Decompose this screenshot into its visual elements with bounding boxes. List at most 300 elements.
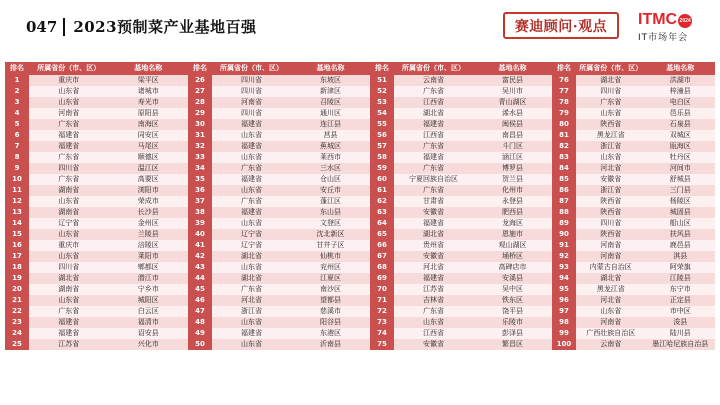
- base-cell: 涵江区: [502, 153, 523, 161]
- province-cell: 河南省: [241, 98, 262, 106]
- table-row: [5, 185, 188, 196]
- province-cell: 河北省: [241, 296, 262, 304]
- base-cell: 白云区: [137, 307, 159, 315]
- base-cell: 东宁市: [669, 285, 691, 293]
- province-cell: 湖北省: [600, 274, 622, 282]
- rank-cell: 51: [370, 75, 394, 86]
- table-row: [188, 295, 370, 306]
- base-cell: 郫都区: [137, 263, 159, 271]
- province-cell: 湖北省: [241, 274, 262, 282]
- province-cell: 四川省: [600, 87, 622, 95]
- province-cell: 广西壮族自治区: [586, 329, 636, 337]
- rank-cell: 10: [5, 174, 29, 185]
- rank-cell: 11: [5, 185, 29, 196]
- province-cell: 陕西省: [600, 120, 622, 128]
- table-row: [552, 152, 715, 163]
- rank-cell: 25: [5, 339, 29, 350]
- province-cell: 四川省: [58, 263, 80, 271]
- table-row: [370, 75, 552, 86]
- base-cell: 慈溪市: [320, 307, 341, 315]
- province-cell: 广东省: [423, 307, 444, 315]
- table-row: [370, 174, 552, 185]
- province-cell: 江西省: [423, 98, 444, 106]
- table-row: [5, 130, 188, 141]
- table-row: [552, 328, 715, 339]
- rank-cell: 79: [552, 108, 576, 119]
- base-cell: 东港区: [320, 329, 341, 337]
- rank-cell: 28: [188, 97, 212, 108]
- rank-cell: 89: [552, 218, 576, 229]
- rank-cell: 14: [5, 218, 29, 229]
- rank-cell: 61: [370, 185, 394, 196]
- province-cell: 安徽省: [423, 208, 444, 216]
- table-row: [5, 328, 188, 339]
- base-cell: 望都县: [320, 296, 341, 304]
- base-cell: 兴化市: [137, 340, 159, 348]
- province-cell: 广东省: [58, 307, 80, 315]
- province-cell: 广东省: [241, 197, 262, 205]
- base-cell: 永登县: [502, 197, 523, 205]
- rank-cell: 78: [552, 97, 576, 108]
- base-cell: 电白区: [669, 98, 691, 106]
- table-row: [552, 240, 715, 251]
- rank-cell: 95: [552, 284, 576, 295]
- table-row: [188, 174, 370, 185]
- province-cell: 安徽省: [423, 252, 444, 260]
- base-cell: 江夏区: [320, 274, 341, 282]
- table-row: [552, 97, 715, 108]
- table-row: [188, 273, 370, 284]
- province-cell: 黑龙江省: [596, 285, 625, 293]
- rank-cell: 18: [5, 262, 29, 273]
- province-cell: 安徽省: [423, 340, 444, 348]
- base-cell: 阿荣旗: [669, 263, 691, 271]
- base-cell: 观山湖区: [498, 241, 527, 249]
- rank-cell: 1: [5, 75, 29, 86]
- base-cell: 恩施市: [502, 230, 523, 238]
- province-cell: 山东省: [58, 197, 80, 205]
- table-row: [552, 339, 715, 350]
- base-cell: 兰陵县: [137, 230, 159, 238]
- base-cell: 南海区: [137, 120, 159, 128]
- logo-subtitle: IT市场年会: [638, 33, 689, 43]
- rank-cell: 23: [5, 317, 29, 328]
- table-row: [552, 317, 715, 328]
- province-cell: 山东省: [241, 318, 262, 326]
- rank-cell: 67: [370, 251, 394, 262]
- province-cell: 贵州省: [423, 241, 444, 249]
- table-row: [370, 141, 552, 152]
- table-row: [370, 152, 552, 163]
- header-rank: 排名: [370, 62, 394, 75]
- rank-cell: 53: [370, 97, 394, 108]
- base-cell: 南昌县: [502, 131, 523, 139]
- base-cell: 陆川县: [669, 329, 691, 337]
- province-cell: 湖北省: [423, 109, 444, 117]
- rank-cell: 68: [370, 262, 394, 273]
- base-cell: 埇桥区: [502, 252, 523, 260]
- base-cell: 杨陵区: [669, 197, 691, 205]
- table-row: [552, 295, 715, 306]
- base-cell: 新津区: [320, 87, 341, 95]
- table-row: [552, 218, 715, 229]
- table-row: [5, 174, 188, 185]
- base-cell: 繁昌区: [502, 340, 523, 348]
- province-cell: 河北省: [423, 263, 444, 271]
- rank-cell: 69: [370, 273, 394, 284]
- base-cell: 同安区: [137, 131, 159, 139]
- province-cell: 广东省: [58, 120, 80, 128]
- logo-main: ITMC: [638, 11, 678, 28]
- rank-cell: 90: [552, 229, 576, 240]
- province-cell: 浙江省: [241, 307, 262, 315]
- rank-cell: 29: [188, 108, 212, 119]
- table-row: [188, 97, 370, 108]
- header-base: 基地名称: [666, 64, 695, 72]
- base-cell: 乐陵市: [502, 318, 523, 326]
- table-row: [188, 196, 370, 207]
- base-cell: 三门县: [669, 186, 691, 194]
- province-cell: 广东省: [600, 98, 622, 106]
- rank-cell: 74: [370, 328, 394, 339]
- province-cell: 吉林省: [423, 296, 444, 304]
- base-cell: 瓯海区: [669, 142, 691, 150]
- rank-cell: 4: [5, 108, 29, 119]
- header-rank: 排名: [188, 62, 212, 75]
- rank-cell: 55: [370, 119, 394, 130]
- header-base: 基地名称: [316, 64, 345, 72]
- province-cell: 福建省: [423, 274, 444, 282]
- rank-cell: 100: [552, 339, 576, 350]
- base-cell: 石泉县: [669, 120, 691, 128]
- rank-cell: 73: [370, 317, 394, 328]
- base-cell: 博罗县: [502, 164, 523, 172]
- table-row: [370, 185, 552, 196]
- rank-cell: 71: [370, 295, 394, 306]
- base-cell: 洪湖市: [669, 76, 691, 84]
- rank-cell: 81: [552, 130, 576, 141]
- province-cell: 河南省: [58, 109, 80, 117]
- table-row: [188, 218, 370, 229]
- seal-text: 赛迪顾问·观点: [514, 18, 608, 35]
- province-cell: 山东省: [241, 153, 262, 161]
- province-cell: 云南省: [423, 76, 444, 84]
- province-cell: 安徽省: [600, 175, 622, 183]
- base-cell: 莱西市: [320, 153, 341, 161]
- table-header-row: [370, 62, 552, 75]
- table-row: [5, 141, 188, 152]
- base-cell: 正定县: [669, 296, 691, 304]
- table-row: [370, 86, 552, 97]
- base-cell: 通川区: [320, 109, 341, 117]
- province-cell: 黑龙江省: [596, 131, 625, 139]
- table-row: [370, 240, 552, 251]
- rank-cell: 88: [552, 207, 576, 218]
- province-cell: 福建省: [58, 318, 80, 326]
- rank-cell: 76: [552, 75, 576, 86]
- header-rank: 排名: [552, 62, 576, 75]
- page-title: 2023预制菜产业基地百强: [73, 18, 257, 36]
- province-cell: 福建省: [58, 142, 80, 150]
- header-province: 所属省份（市、区）: [220, 64, 283, 72]
- rank-cell: 48: [188, 317, 212, 328]
- table-row: [370, 251, 552, 262]
- table-row: [5, 218, 188, 229]
- province-cell: 湖北省: [241, 252, 262, 260]
- base-cell: 彭泽县: [502, 329, 523, 337]
- rank-cell: 32: [188, 141, 212, 152]
- rank-cell: 63: [370, 207, 394, 218]
- base-cell: 蕉城区: [320, 142, 341, 150]
- base-cell: 肥西县: [502, 208, 523, 216]
- rank-cell: 77: [552, 86, 576, 97]
- rank-cell: 7: [5, 141, 29, 152]
- province-cell: 山东省: [423, 318, 444, 326]
- rank-cell: 59: [370, 163, 394, 174]
- table-row: [5, 163, 188, 174]
- table-row: [5, 251, 188, 262]
- province-cell: 河南省: [600, 241, 622, 249]
- rank-cell: 56: [370, 130, 394, 141]
- header-rank: 排名: [5, 62, 29, 75]
- province-cell: 内蒙古自治区: [589, 263, 632, 271]
- base-cell: 温江区: [137, 164, 159, 172]
- province-cell: 福建省: [58, 131, 80, 139]
- base-cell: 福清市: [137, 318, 159, 326]
- base-cell: 梓潼县: [669, 87, 691, 95]
- table-row: [188, 262, 370, 273]
- province-cell: 广东省: [423, 142, 444, 150]
- base-cell: 贺兰县: [502, 175, 523, 183]
- table-row: [5, 75, 188, 86]
- rank-cell: 85: [552, 174, 576, 185]
- province-cell: 湖南省: [58, 208, 80, 216]
- rank-cell: 72: [370, 306, 394, 317]
- province-cell: 山东省: [241, 131, 262, 139]
- base-cell: 城固县: [669, 208, 691, 216]
- table-row: [188, 86, 370, 97]
- table-row: [5, 339, 188, 350]
- table-row: [5, 108, 188, 119]
- province-cell: 山东省: [58, 98, 80, 106]
- base-cell: 三水区: [320, 164, 341, 172]
- province-cell: 福建省: [423, 120, 444, 128]
- table-row: [552, 141, 715, 152]
- base-cell: 马尾区: [137, 142, 159, 150]
- province-cell: 湖北省: [58, 274, 80, 282]
- base-cell: 兖州区: [320, 263, 341, 271]
- table-row: [370, 262, 552, 273]
- table-row: [370, 328, 552, 339]
- table-row: [188, 207, 370, 218]
- table-row: [552, 108, 715, 119]
- rank-cell: 49: [188, 328, 212, 339]
- title-group: [26, 16, 257, 37]
- table-row: [552, 306, 715, 317]
- base-cell: 宁乡市: [137, 285, 159, 293]
- table-row: [370, 218, 552, 229]
- header-province: 所属省份（市、区）: [402, 64, 465, 72]
- rank-cell: 70: [370, 284, 394, 295]
- base-cell: 安丘市: [320, 186, 341, 194]
- title-divider: [63, 18, 65, 36]
- table-row: [188, 306, 370, 317]
- rank-cell: 66: [370, 240, 394, 251]
- header-province: 所属省份（市、区）: [579, 64, 643, 72]
- province-cell: 山东省: [241, 219, 262, 227]
- province-cell: 福建省: [58, 329, 80, 337]
- base-cell: 潜江市: [137, 274, 159, 282]
- base-cell: 墨江哈尼族自治县: [652, 340, 709, 348]
- table-row: [188, 251, 370, 262]
- rank-cell: 31: [188, 130, 212, 141]
- province-cell: 江西省: [423, 329, 444, 337]
- table-row: [188, 339, 370, 350]
- province-cell: 辽宁省: [58, 219, 80, 227]
- rank-cell: 17: [5, 251, 29, 262]
- rank-cell: 80: [552, 119, 576, 130]
- rank-cell: 37: [188, 196, 212, 207]
- table-row: [188, 317, 370, 328]
- rank-cell: 22: [5, 306, 29, 317]
- rank-cell: 35: [188, 174, 212, 185]
- table-block: [5, 62, 188, 392]
- province-cell: 宁夏回族自治区: [409, 175, 458, 183]
- province-cell: 四川省: [58, 164, 80, 172]
- base-cell: 仓山区: [320, 175, 341, 183]
- base-cell: 文登区: [320, 219, 341, 227]
- rank-cell: 50: [188, 339, 212, 350]
- base-cell: 南沙区: [320, 285, 341, 293]
- base-cell: 斗门区: [502, 142, 523, 150]
- base-cell: 浠水县: [502, 109, 523, 117]
- base-cell: 涪陵区: [137, 241, 159, 249]
- ranking-table: [5, 62, 715, 392]
- province-cell: 江西省: [423, 131, 444, 139]
- province-cell: 山东省: [241, 263, 262, 271]
- base-cell: 浚县: [673, 318, 688, 326]
- province-cell: 山东省: [58, 252, 80, 260]
- table-row: [552, 273, 715, 284]
- province-cell: 河北省: [600, 296, 622, 304]
- base-cell: 连江县: [320, 120, 341, 128]
- province-cell: 广东省: [423, 186, 444, 194]
- base-cell: 双城区: [669, 131, 691, 139]
- table-row: [370, 306, 552, 317]
- province-cell: 福建省: [423, 219, 444, 227]
- base-cell: 金州区: [137, 219, 159, 227]
- table-row: [370, 229, 552, 240]
- province-cell: 四川省: [241, 76, 262, 84]
- province-cell: 湖北省: [600, 76, 622, 84]
- base-cell: 船山区: [669, 219, 691, 227]
- province-cell: 广东省: [423, 87, 444, 95]
- rank-cell: 20: [5, 284, 29, 295]
- table-row: [5, 229, 188, 240]
- table-row: [5, 196, 188, 207]
- table-row: [552, 174, 715, 185]
- rank-cell: 6: [5, 130, 29, 141]
- base-cell: 蓬江区: [320, 197, 341, 205]
- province-cell: 陕西省: [600, 208, 622, 216]
- province-cell: 湖南省: [58, 186, 80, 194]
- rank-cell: 34: [188, 163, 212, 174]
- rank-cell: 91: [552, 240, 576, 251]
- rank-cell: 99: [552, 328, 576, 339]
- province-cell: 广东省: [58, 153, 80, 161]
- base-cell: 铁东区: [502, 296, 523, 304]
- rank-cell: 58: [370, 152, 394, 163]
- province-cell: 广东省: [423, 164, 444, 172]
- rank-cell: 33: [188, 152, 212, 163]
- province-cell: 重庆市: [58, 241, 80, 249]
- province-cell: 河南省: [600, 318, 622, 326]
- rank-cell: 64: [370, 218, 394, 229]
- rank-cell: 57: [370, 141, 394, 152]
- province-cell: 陕西省: [600, 230, 622, 238]
- province-cell: 山东省: [600, 153, 622, 161]
- ccid-seal: [503, 12, 619, 39]
- table-row: [370, 97, 552, 108]
- province-cell: 四川省: [241, 109, 262, 117]
- base-cell: 浏阳市: [137, 186, 159, 194]
- rank-cell: 3: [5, 97, 29, 108]
- table-row: [370, 317, 552, 328]
- table-row: [552, 185, 715, 196]
- base-cell: 吴中区: [502, 285, 523, 293]
- base-cell: 扶风县: [669, 230, 691, 238]
- table-row: [370, 163, 552, 174]
- rank-cell: 46: [188, 295, 212, 306]
- rank-cell: 75: [370, 339, 394, 350]
- base-cell: 东坡区: [320, 76, 341, 84]
- base-cell: 沈北新区: [316, 230, 345, 238]
- base-cell: 龙海区: [502, 219, 523, 227]
- rank-cell: 13: [5, 207, 29, 218]
- table-row: [370, 273, 552, 284]
- province-cell: 湖南省: [58, 285, 80, 293]
- base-cell: 邑乐县: [669, 109, 691, 117]
- base-cell: 莱阳市: [137, 252, 159, 260]
- province-cell: 山东省: [58, 87, 80, 95]
- table-row: [552, 119, 715, 130]
- table-header-row: [552, 62, 715, 75]
- table-row: [188, 130, 370, 141]
- rank-cell: 92: [552, 251, 576, 262]
- rank-cell: 44: [188, 273, 212, 284]
- base-cell: 舒城县: [669, 175, 691, 183]
- rank-cell: 94: [552, 273, 576, 284]
- table-row: [552, 86, 715, 97]
- province-cell: 四川省: [600, 219, 622, 227]
- table-row: [552, 75, 715, 86]
- table-row: [188, 75, 370, 86]
- table-row: [188, 185, 370, 196]
- province-cell: 山东省: [241, 340, 262, 348]
- province-cell: 广东省: [241, 285, 262, 293]
- province-cell: 浙江省: [600, 186, 622, 194]
- province-cell: 河北省: [600, 164, 622, 172]
- rank-cell: 54: [370, 108, 394, 119]
- header-province: 所属省份（市、区）: [37, 64, 101, 72]
- table-row: [552, 207, 715, 218]
- itmc-logo: [638, 12, 708, 42]
- rank-cell: 9: [5, 163, 29, 174]
- base-cell: 沂南县: [320, 340, 341, 348]
- province-cell: 辽宁省: [241, 230, 262, 238]
- table-row: [188, 119, 370, 130]
- base-cell: 阳谷县: [320, 318, 341, 326]
